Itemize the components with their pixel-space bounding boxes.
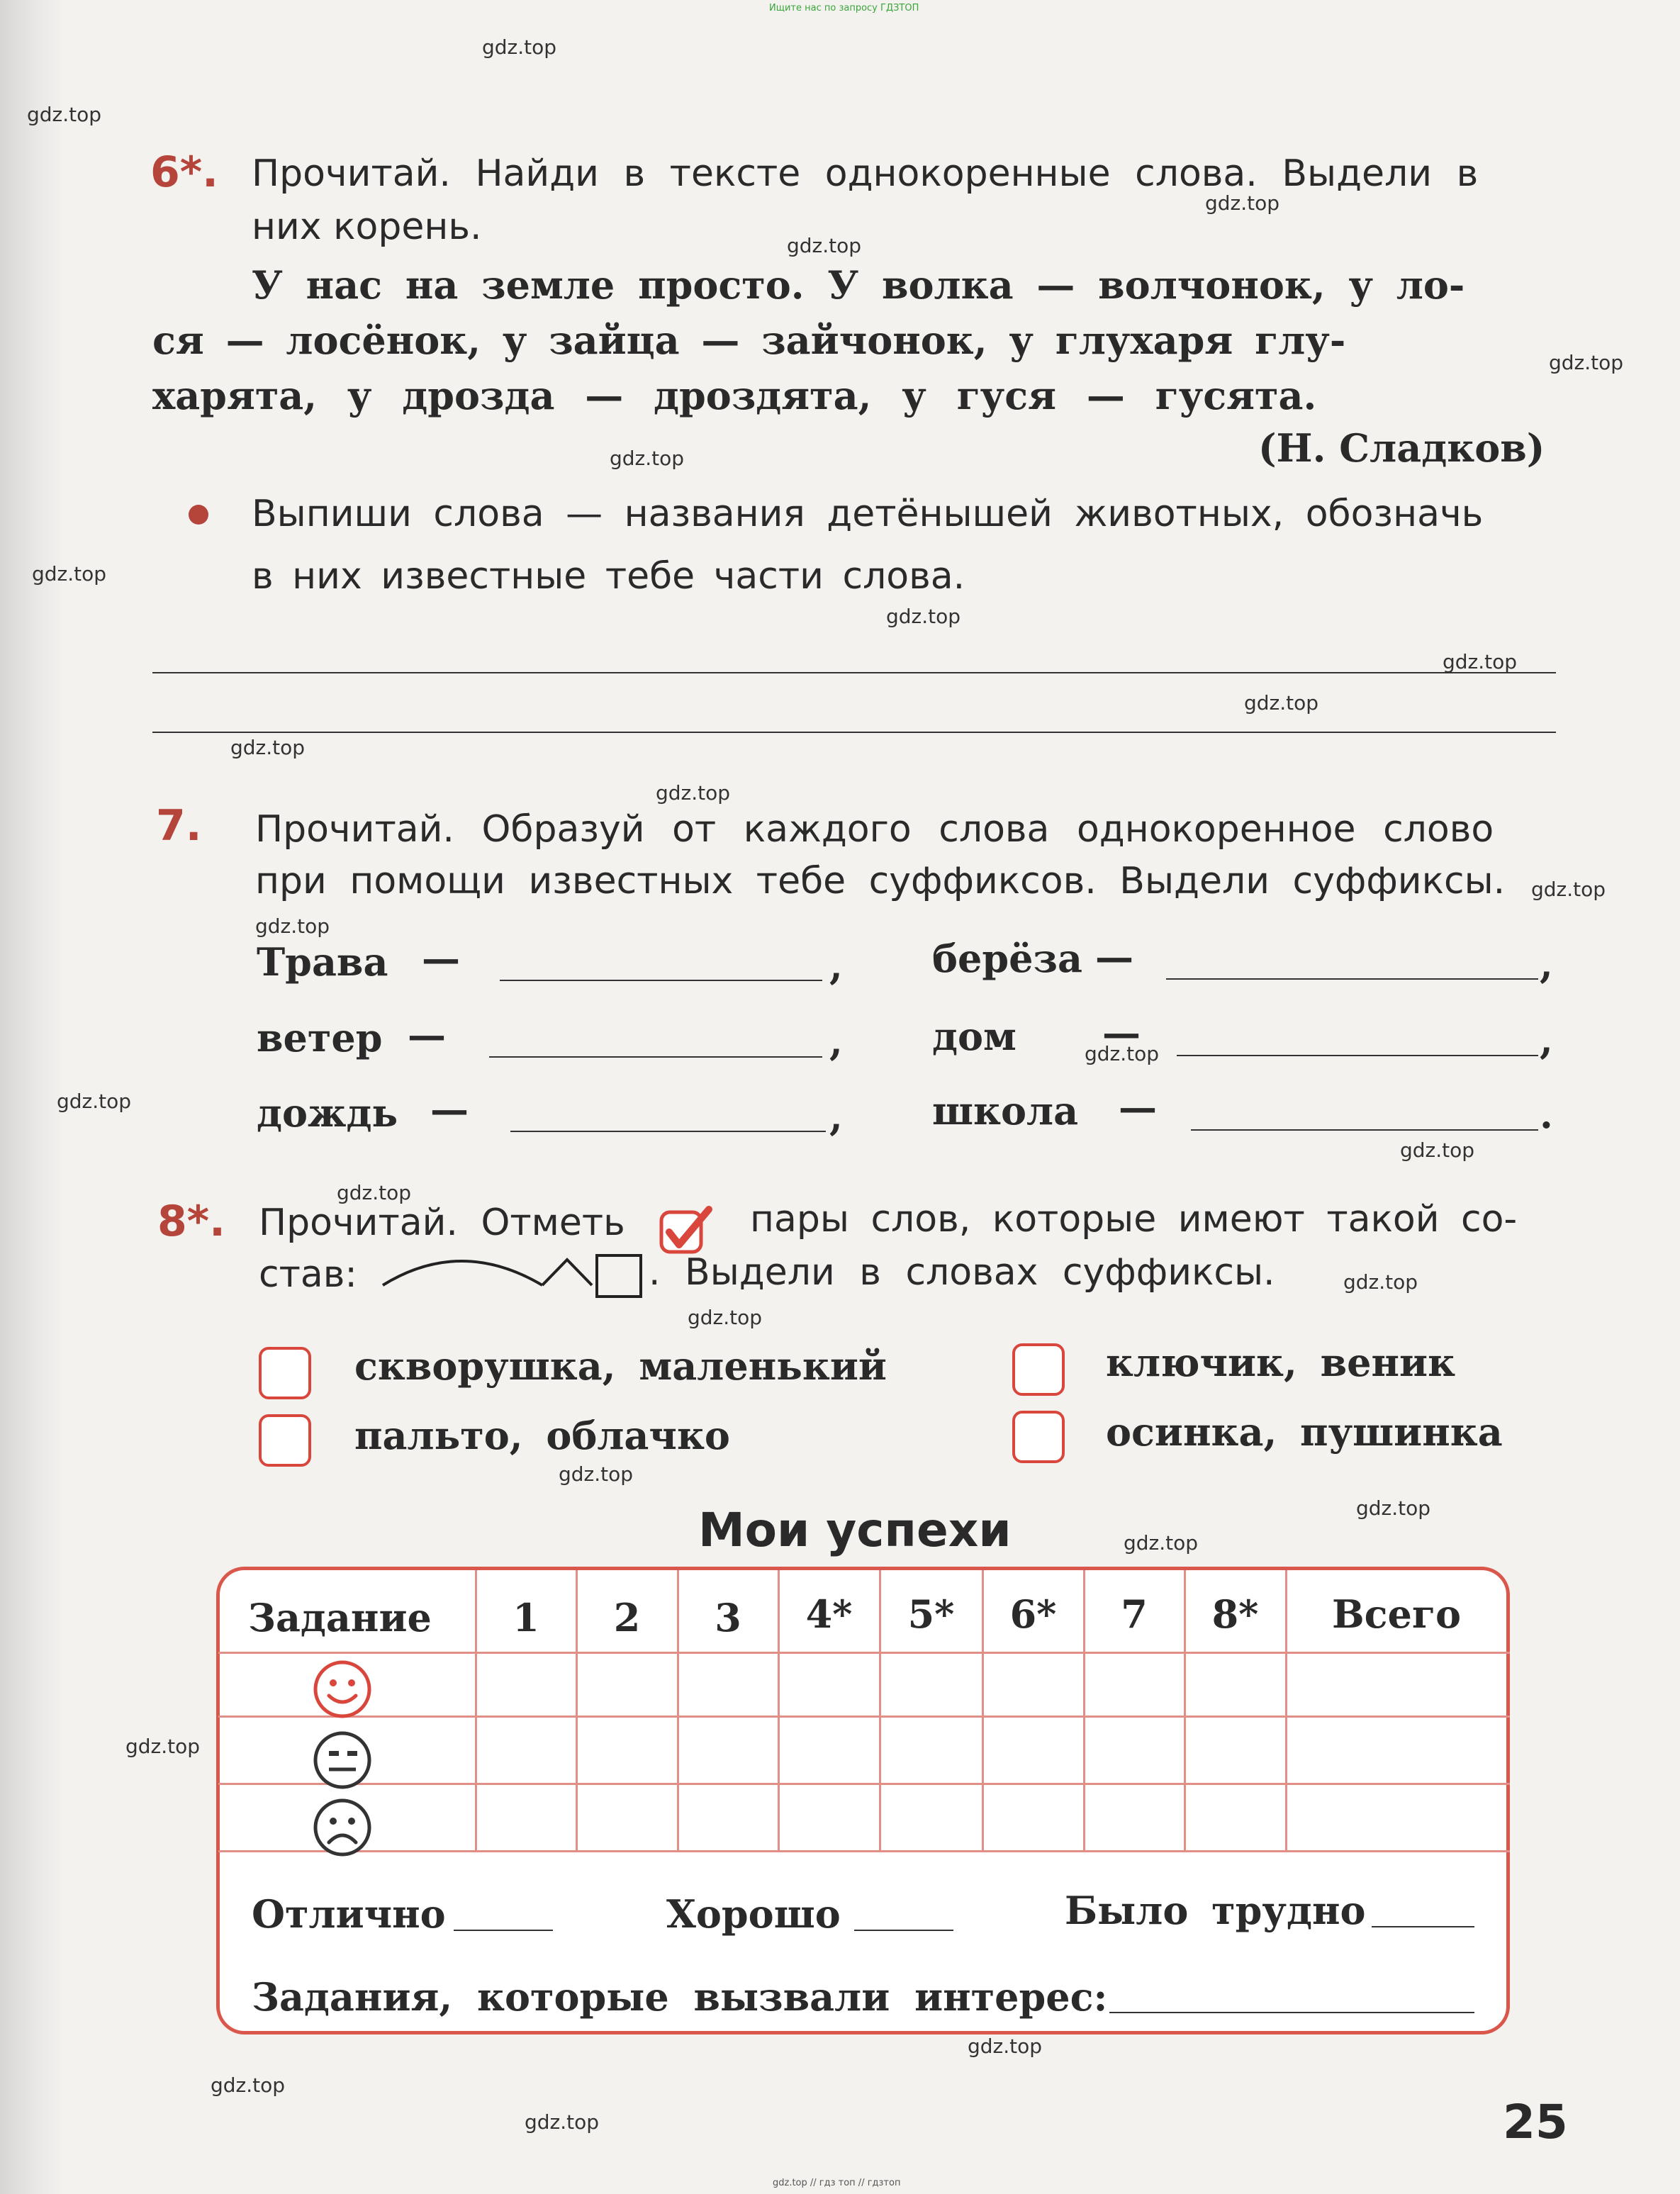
answer-line[interactable] [854, 1930, 953, 1931]
task7-word: ветер [257, 1015, 383, 1060]
task6-instruction-2: них корень. [252, 206, 482, 248]
task7-word: Трава [257, 939, 388, 985]
task8-instruction-2: пары слов, которые имеют такой со- [750, 1198, 1518, 1241]
watermark: gdz.top [1356, 1496, 1431, 1520]
answer-line[interactable] [1177, 1055, 1538, 1056]
book-spine-shadow [0, 0, 64, 2194]
task7-period: . [1540, 1092, 1553, 1137]
watermark: gdz.top [482, 35, 557, 59]
success-title: Мои успехи [698, 1503, 1012, 1557]
task7-instruction: Прочитай. Образуй от каждого слова однокоренное слово [255, 808, 1494, 851]
watermark: gdz.top [230, 736, 306, 759]
table-col-header: 5* [907, 1591, 955, 1637]
task7-comma: , [829, 943, 843, 988]
watermark: gdz.top [32, 562, 107, 586]
check-box-icon [659, 1205, 716, 1255]
option-label: осинка, пушинка [1106, 1409, 1503, 1455]
option-checkbox[interactable] [259, 1414, 311, 1467]
task7-dash: — [422, 936, 460, 981]
watermark: gdz.top [968, 2035, 1043, 2058]
answer-line[interactable] [489, 1056, 822, 1058]
task6-text-line: ся — лосёнок, у зайца — зайчонок, у глухаря глу- [152, 318, 1346, 363]
task8-instruction: Прочитай. Отметь [259, 1202, 625, 1244]
task7-comma: , [829, 1094, 843, 1139]
answer-line[interactable] [152, 732, 1556, 733]
task7-number: 7. [156, 801, 202, 851]
task6-bullet-text: Выпиши слова — названия детёнышей животных, обозначь [252, 493, 1484, 535]
happy-face-icon [312, 1659, 373, 1723]
task7-instruction-2: при помощи известных тебе суффиксов. Выдели суффиксы. [255, 860, 1506, 902]
answer-line[interactable] [1109, 2012, 1474, 2013]
task6-text-line: У нас на земле просто. У волка — волчонок, у ло- [252, 262, 1465, 308]
task7-dash: — [430, 1087, 469, 1132]
table-col-header: Всего [1332, 1591, 1461, 1637]
header-note: Ищите нас по запросу ГДЗТОП [769, 3, 919, 13]
table-col-header: 1 [513, 1595, 539, 1640]
watermark: gdz.top [787, 234, 862, 257]
task8-number: 8*. [157, 1197, 225, 1246]
table-col-header: 4* [805, 1591, 853, 1637]
option-checkbox[interactable] [259, 1347, 311, 1399]
task8-instruction-3: став: [259, 1253, 357, 1296]
watermark: gdz.top [1085, 1042, 1160, 1065]
task7-word: берёза [932, 936, 1082, 981]
watermark: gdz.top [27, 103, 102, 126]
watermark: gdz.top [559, 1462, 634, 1486]
sad-face-icon [312, 1797, 373, 1861]
watermark: gdz.top [255, 914, 330, 938]
rating-label: Было трудно [1065, 1888, 1366, 1933]
task6-bullet-text-2: в них известные тебе части слова. [252, 555, 965, 598]
watermark: gdz.top [656, 781, 731, 805]
answer-line[interactable] [152, 672, 1556, 673]
interest-label: Задания, которые вызвали интерес: [252, 1974, 1108, 2020]
task7-dash: — [1095, 934, 1133, 980]
task7-comma: , [1540, 941, 1553, 987]
watermark: gdz.top [1205, 191, 1280, 215]
task7-word: дождь [257, 1090, 398, 1136]
table-col-header: 6* [1009, 1591, 1057, 1637]
option-checkbox[interactable] [1012, 1411, 1065, 1463]
option-label: ключик, веник [1106, 1340, 1456, 1385]
table-header-label: Задание [248, 1595, 432, 1640]
task7-dash: — [1102, 1010, 1141, 1056]
task7-dash: — [408, 1012, 446, 1058]
watermark: gdz.top [1124, 1531, 1199, 1555]
task7-word: школа [932, 1088, 1079, 1134]
task6-author: (Н. Сладков) [1258, 425, 1545, 471]
page-number: 25 [1503, 2095, 1568, 2149]
answer-line[interactable] [1191, 1129, 1538, 1131]
table-col-header: 2 [613, 1595, 641, 1640]
watermark: gdz.top [1443, 650, 1518, 673]
task7-word: дом [932, 1014, 1017, 1059]
answer-line[interactable] [510, 1131, 826, 1132]
table-col-header: 3 [715, 1595, 741, 1640]
footer-note: gdz.top // гдз топ // гдзтоп [773, 2178, 901, 2188]
watermark: gdz.top [57, 1090, 132, 1113]
watermark: gdz.top [525, 2110, 600, 2134]
task7-comma: , [1540, 1017, 1553, 1063]
watermark: gdz.top [1400, 1138, 1475, 1162]
watermark: gdz.top [886, 605, 961, 628]
watermark: gdz.top [688, 1306, 763, 1329]
answer-line[interactable] [500, 980, 822, 981]
watermark: gdz.top [610, 447, 685, 470]
answer-line[interactable] [1372, 1926, 1474, 1927]
table-col-header: 7 [1121, 1591, 1148, 1637]
option-checkbox[interactable] [1012, 1343, 1065, 1396]
task6-text-line: харята, у дрозда — дроздята, у гуся — гусята. [152, 373, 1317, 418]
rating-label: Хорошо [666, 1891, 841, 1937]
watermark: gdz.top [211, 2073, 286, 2097]
neutral-face-icon [312, 1730, 373, 1793]
watermark: gdz.top [1531, 878, 1606, 901]
rating-label: Отлично [252, 1891, 446, 1937]
task7-comma: , [829, 1019, 843, 1064]
task8-instruction-4: . Выдели в словах суффиксы. [649, 1251, 1275, 1294]
answer-line[interactable] [454, 1930, 553, 1931]
watermark: gdz.top [1549, 351, 1624, 374]
table-col-header: 8* [1211, 1591, 1259, 1637]
task6-number: 6*. [150, 147, 218, 197]
watermark: gdz.top [1244, 691, 1319, 715]
word-scheme-icon [376, 1244, 649, 1301]
option-label: скворушка, маленький [354, 1343, 887, 1389]
watermark: gdz.top [125, 1735, 201, 1758]
option-label: пальто, облачко [354, 1413, 730, 1458]
task6-instruction: Прочитай. Найди в тексте однокоренные слова. Выдели в [252, 152, 1479, 195]
watermark: gdz.top [337, 1181, 412, 1204]
watermark: gdz.top [1343, 1270, 1418, 1294]
bullet-icon [189, 505, 208, 525]
task7-dash: — [1119, 1085, 1157, 1130]
answer-line[interactable] [1166, 978, 1538, 980]
